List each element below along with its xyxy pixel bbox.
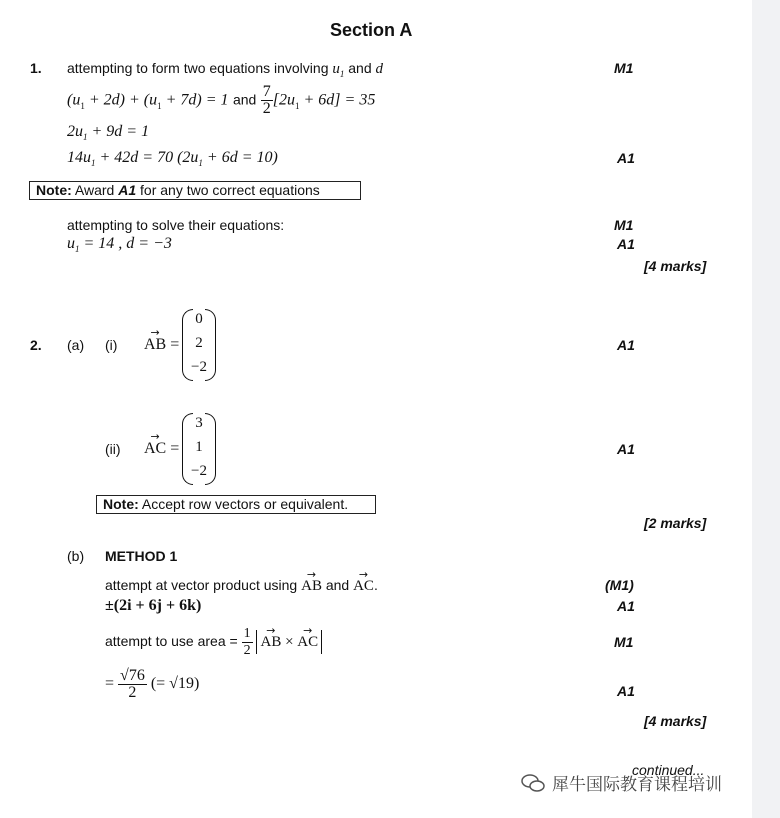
ac-column-vector: 3 1 −2 — [182, 413, 216, 483]
q2b-area-line: attempt to use area = $\frac{1}{2}$ → AB × → AC — [105, 626, 322, 659]
q2-note: Note: Accept row vectors or equivalent. — [96, 495, 376, 514]
q2b-mark-3: M1 — [614, 634, 634, 650]
continued-label: continued... — [632, 762, 705, 778]
q1-number: 1. — [30, 60, 42, 76]
q1-mark-2: A1 — [617, 150, 635, 166]
q2-part-b: (b) — [67, 548, 85, 564]
method-heading: METHOD 1 — [105, 548, 178, 564]
q2-mark-aii: A1 — [617, 441, 635, 457]
q1-note: Note: Award A1 for any two correct equations — [29, 181, 361, 200]
ab-vector-label: → AB = — [144, 326, 180, 353]
wechat-icon — [520, 773, 546, 793]
q2-part-a: (a) — [67, 337, 85, 353]
q1-mark-4: A1 — [617, 236, 635, 252]
q1-solve-text: attempting to solve their equations: — [67, 217, 285, 233]
q1-eq2: $2u_1 + 9d = 1$ — [67, 123, 150, 143]
q2b-mark-4: A1 — [617, 683, 635, 699]
q1-equations: $(u_1 + 2d) + (u_1 + 7d) = 1$ and $\frac{7}{2}$ $[2u_1 + 6d] = 35$ — [67, 83, 376, 117]
watermark-text: 犀牛国际教育课程培训 — [552, 775, 722, 794]
q1-eq3: $14u_1 + 42d = 70$ $(2u_1 + 6d = 10)$ — [67, 149, 278, 169]
watermark — [520, 770, 722, 795]
q2b-mark-2: A1 — [617, 598, 635, 614]
q2-mark-ai: A1 — [617, 337, 635, 353]
ab-column-vector: 0 2 −2 — [182, 309, 216, 379]
q1-mark-3: M1 — [614, 217, 634, 233]
q2b-result: ±(2i + 6j + 6k) — [105, 597, 202, 614]
q2b-final-line: = $\frac{√76}{2}$ (= √19) — [105, 667, 200, 701]
section-title: Section A — [330, 20, 413, 40]
q1-total-marks: [4 marks] — [644, 258, 707, 274]
q2a-total-marks: [2 marks] — [644, 515, 707, 531]
page-gutter — [752, 0, 780, 818]
q1-line1: attempting to form two equations involving $u_1$ and d — [67, 60, 384, 79]
q2b-total-marks: [4 marks] — [644, 713, 707, 729]
q1-answer: $u_1 = 14$ , d = −3 — [67, 235, 172, 255]
q2b-mark-1: (M1) — [605, 577, 634, 593]
q2-part-a-i: (i) — [105, 337, 118, 353]
ac-vector-label: → AC = — [144, 430, 180, 457]
q2b-attempt-line: attempt at vector product using → AB and → AC. — [105, 568, 378, 594]
q1-mark-1: M1 — [614, 60, 634, 76]
q2-part-a-ii: (ii) — [105, 441, 121, 457]
q2-number: 2. — [30, 337, 42, 353]
